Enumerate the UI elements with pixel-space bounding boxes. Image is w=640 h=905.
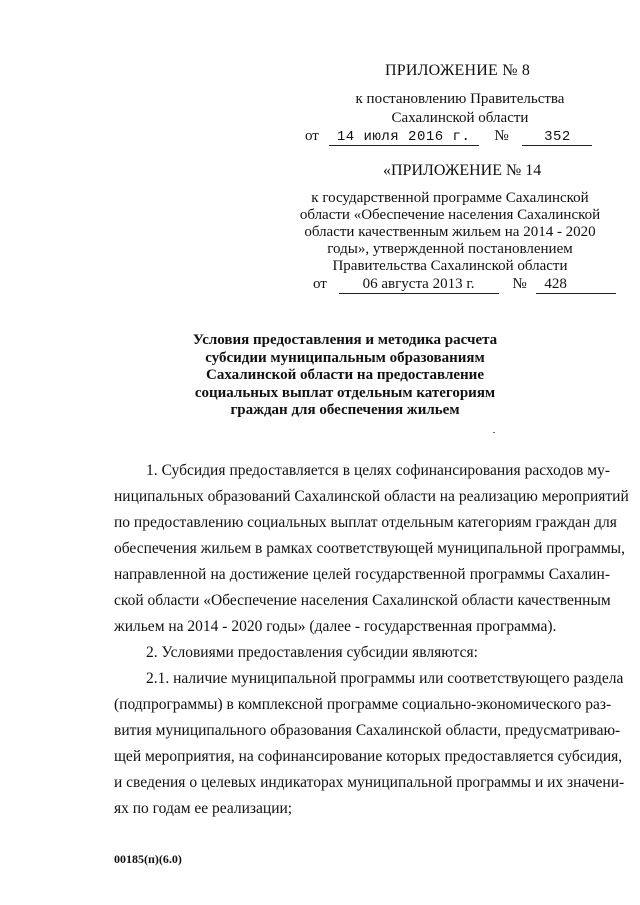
annex-8-date: 14 июля 2016 г.: [329, 129, 479, 146]
document-body: [114, 458, 629, 822]
annex-14-description-line: области качественным жильем на 2014 - 2020: [304, 224, 596, 240]
body-line: и сведения о целевых индикаторах муниципальной программы и их значени-: [114, 774, 625, 791]
body-line: 1. Субсидия предоставляется в целях софинансирования расходов му-: [146, 462, 610, 479]
annex-8-reference: [300, 90, 620, 128]
document-title-line: социальных выплат отдельным категориям: [194, 384, 496, 401]
annex-14-description: [270, 190, 630, 275]
scan-speck: [493, 432, 495, 433]
body-line: жильем на 2014 - 2020 годы» (далее - государственная программа).: [114, 618, 557, 635]
body-line: направленной на достижение целей государственной программы Сахалин-: [114, 566, 610, 583]
number-label: №: [512, 276, 527, 292]
body-line: вития муниципального образования Сахалинской области, предусматриваю-: [114, 722, 621, 739]
body-line: 2.1. наличие муниципальной программы или соответствующего раздела: [146, 670, 624, 687]
body-line: ниципальных образований Сахалинской области на реализацию мероприятий: [114, 488, 629, 505]
from-label: от: [313, 276, 327, 292]
body-line: 2. Условиями предоставления субсидии являются:: [146, 644, 478, 661]
annex-8-reference-line: Сахалинской области: [391, 110, 529, 126]
annex-8-date-number-row: [305, 128, 592, 146]
document-title-line: граждан для обеспечения жильем: [230, 402, 460, 418]
body-line: ской области «Обеспечение населения Сахалинской области качественным: [114, 592, 611, 609]
annex-14-description-line: годы», утвержденной постановлением: [327, 241, 573, 257]
body-line: по предоставлению социальных выплат отдельным категориям граждан для: [114, 514, 617, 531]
annex-14-date-number-row: [313, 276, 616, 294]
document-code: 00185(п)(6.0): [114, 852, 182, 866]
document-title: [140, 332, 550, 420]
annex-14-description-line: к государственной программе Сахалинской: [311, 190, 589, 206]
document-title-line: Сахалинской области на предоставление: [206, 367, 484, 383]
annex-8-title: ПРИЛОЖЕНИЕ № 8: [385, 62, 531, 79]
annex-14-number: 428: [536, 276, 616, 294]
body-line: обеспечения жильем в рамках соответствующей муниципальной программы,: [114, 540, 625, 557]
number-label: №: [494, 128, 509, 144]
body-line: ях по годам ее реализации;: [114, 800, 293, 817]
annex-14-date: 06 августа 2013 г.: [339, 276, 499, 294]
annex-14-description-line: Правительства Сахалинской области: [332, 258, 568, 274]
annex-8-reference-line: к постановлению Правительства: [355, 91, 565, 107]
from-label: от: [305, 128, 319, 144]
body-line: щей мероприятия, на софинансирование которых предоставляется субсидия,: [114, 748, 623, 765]
body-line: (подпрограммы) в комплексной программе социально-экономического раз-: [114, 696, 612, 713]
annex-14-title: «ПРИЛОЖЕНИЕ № 14: [383, 162, 542, 179]
annex-8-number: 352: [522, 129, 592, 146]
document-title-line: субсидии муниципальным образованиям: [205, 349, 485, 366]
document-title-line: Условия предоставления и методика расчета: [192, 332, 498, 348]
annex-14-description-line: области «Обеспечение населения Сахалинской: [299, 207, 601, 223]
